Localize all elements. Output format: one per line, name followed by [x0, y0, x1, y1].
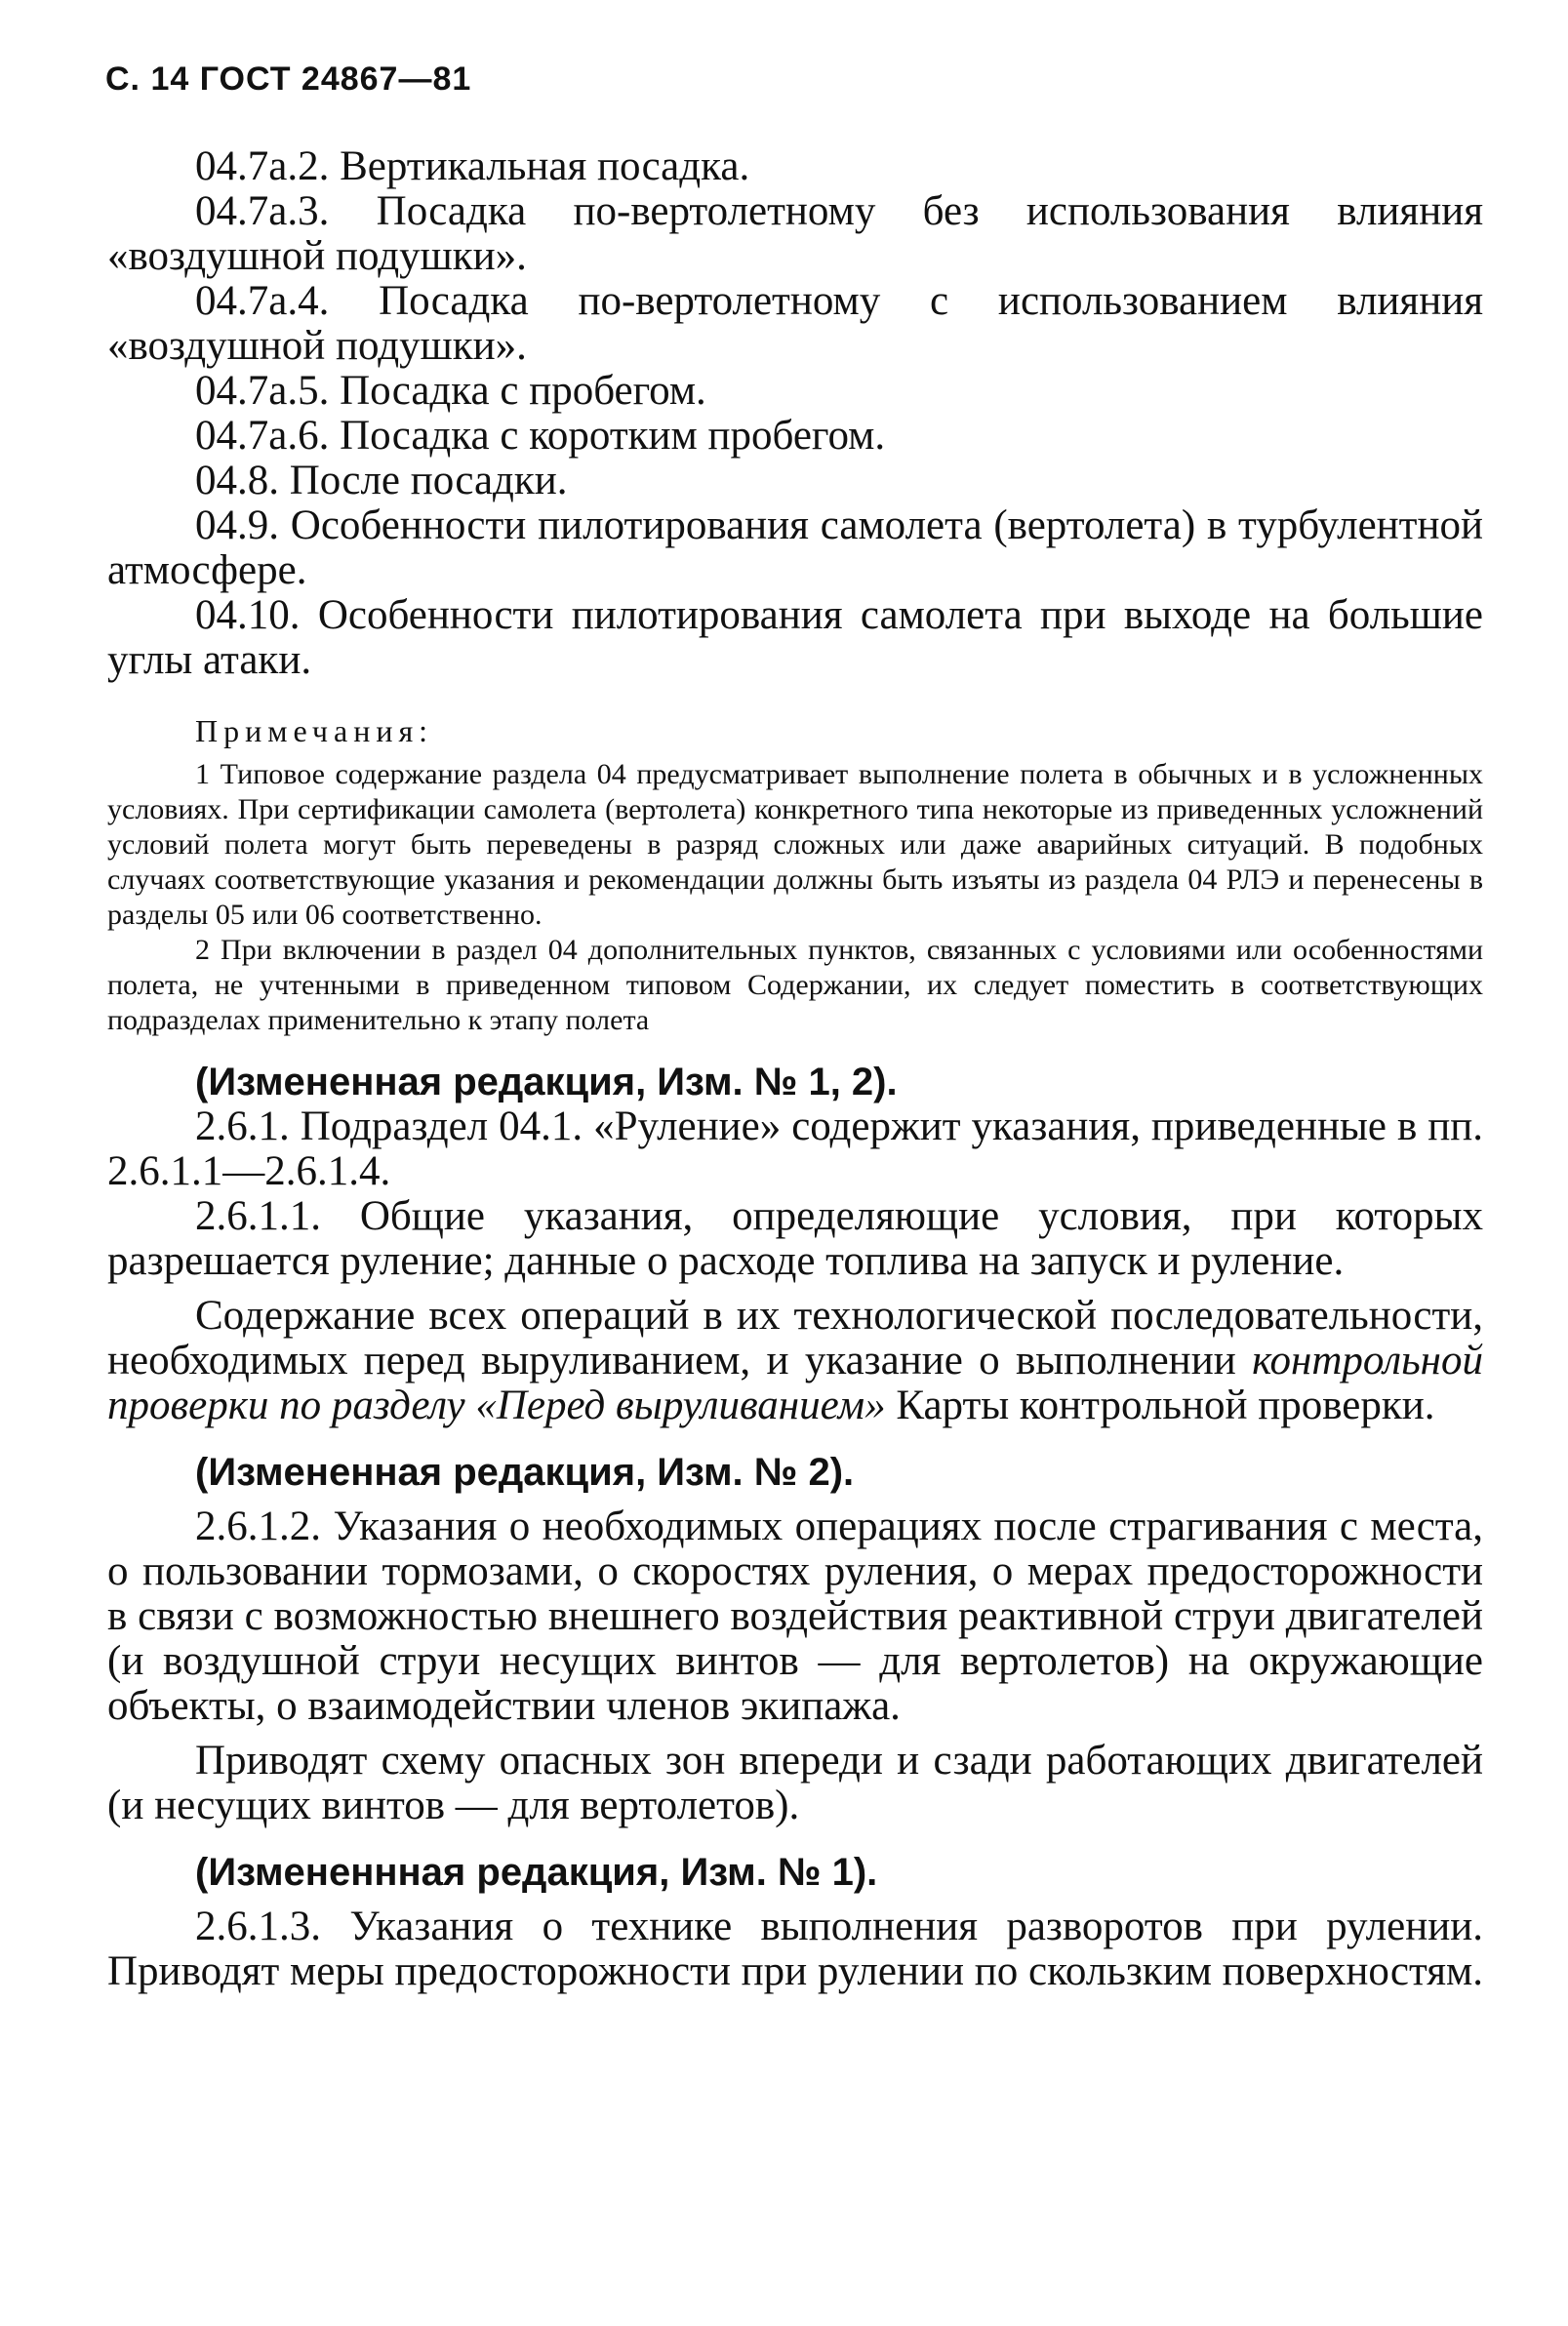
item-04-7a-6: 04.7а.6. Посадка с коротким пробегом. [195, 413, 886, 459]
content-text-start: Содержание всех операций в их технологической последовательности, необходимых перед выруливанием, и указание о выполнении [107, 1293, 1483, 1384]
item-04-10: 04.10. Особенности пилотирования самолета при выходе на большие углы атаки. [107, 592, 1483, 683]
item-04-8: 04.8. После посадки. [195, 458, 568, 503]
note-2: 2 При включении в раздел 04 дополнительных пунктов, связанных с условиями или особенностями полета, не учтенными в приведенном типовом Содержании, их следует поместить в соответствующих подразделах применительно к этапу полета [107, 934, 1483, 1036]
change-note-2: (Измененная редакция, Изм. № 2). [195, 1451, 855, 1494]
paragraph-2-6-1: 2.6.1. Подраздел 04.1. «Руление» содержит указания, приведенные в пп. 2.6.1.1—2.6.1.4. [107, 1103, 1483, 1194]
content-text-italic: контрольной проверки по разделу «Перед выруливанием» [107, 1338, 1484, 1428]
item-04-7a-3: 04.7а.3. Посадка по-вертолетному без использования влияния «воздушной подушки». [107, 188, 1483, 279]
paragraph-content-operations [107, 1294, 1483, 1428]
page-header: С. 14 ГОСТ 24867—81 [105, 60, 472, 98]
notes-block [107, 757, 1483, 1038]
paragraph-2-6-1-3: 2.6.1.3. Указания о технике выполнения разворотов при рулении. Приводят меры предосторожности при рулении по скользким поверхностям. [107, 1904, 1483, 1994]
item-04-7a-5: 04.7а.5. Посадка с пробегом. [195, 368, 706, 414]
item-04-7a-4: 04.7а.4. Посадка по-вертолетному с использованием влияния «воздушной подушки». [107, 278, 1483, 369]
paragraph-2-6-1-2: 2.6.1.2. Указания о необходимых операциях после страгивания с места, о пользовании тормозами, о скоростях руления, о мерах предосторожности в связи с возможностью внешнего воздействия реактивной струи двигателей (и воздушной струи несущих винтов — для вертолетов) на окружающие объекты, о взаимодействии членов экипажа. [107, 1504, 1483, 1729]
item-04-7a-2: 04.7а.2. Вертикальная посадка. [195, 143, 750, 189]
paragraph-2-6-1-1: 2.6.1.1. Общие указания, определяющие условия, при которых разрешается руление; данные о расходе топлива на запуск и руление. [107, 1193, 1483, 1284]
item-04-9: 04.9. Особенности пилотирования самолета (вертолета) в турбулентной атмосфере. [107, 502, 1483, 593]
change-note-3: (Измененнная редакция, Изм. № 1). [195, 1851, 878, 1894]
notes-heading: Примечания: [195, 713, 434, 748]
document-body [107, 144, 1483, 1994]
change-note-1: (Измененная редакция, Изм. № 1, 2). [195, 1061, 898, 1103]
note-1: 1 Типовое содержание раздела 04 предусматривает выполнение полета в обычных и в усложненных условиях. При сертификации самолета (вертолета) конкретного типа некоторые из приведенных усложнений условий полета могут быть переведены в разряд сложных или даже аварийных ситуаций. В подобных случаях соответствующие указания и рекомендации должны быть изъяты из раздела 04 РЛЭ и перенесены в разделы 05 или 06 соответственно. [107, 758, 1483, 931]
paragraph-scheme: Приводят схему опасных зон впереди и сзади работающих двигателей (и несущих винтов — для вертолетов). [107, 1738, 1483, 1828]
content-text-end: Карты контрольной проверки. [896, 1383, 1435, 1428]
